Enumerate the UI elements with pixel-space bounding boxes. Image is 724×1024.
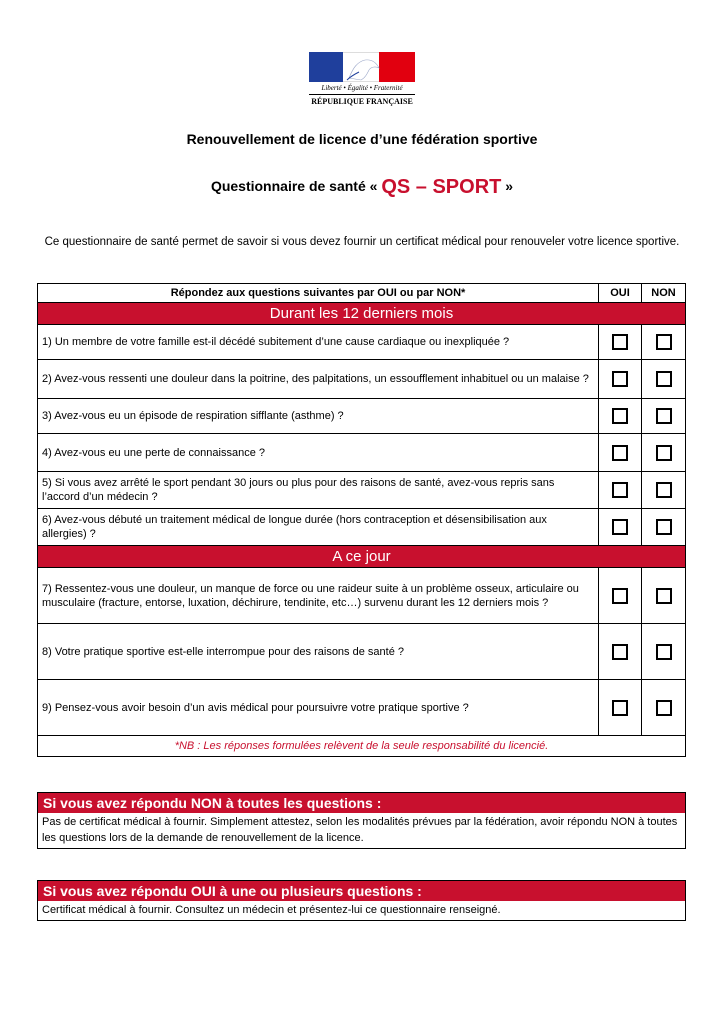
question-1: 1) Un membre de votre famille est-il décédé subitement d’une cause cardiaque ou inexpliquée ? <box>38 325 599 359</box>
checkbox-non-1[interactable] <box>656 334 672 350</box>
question-7: 7) Ressentez-vous une douleur, un manque de force ou une raideur suite à un problème osseux, articulaire ou musculaire (fracture, entorse, luxation, déchirure, tendinite, etc…) survenu durant les 12 derniers mois ? <box>38 568 599 623</box>
intro-text: Ce questionnaire de santé permet de savoir si vous devez fournir un certificat médical pour renouveler votre licence sportive. <box>44 236 680 248</box>
logo-motto: Liberté • Égalité • Fraternité <box>309 84 415 95</box>
checkbox-oui-9[interactable] <box>612 700 628 716</box>
checkbox-oui-5[interactable] <box>612 482 628 498</box>
checkbox-oui-1[interactable] <box>612 334 628 350</box>
subtitle-highlight: QS – SPORT <box>381 176 502 198</box>
checkbox-oui-4[interactable] <box>612 445 628 461</box>
table-row <box>38 680 685 736</box>
question-3: 3) Avez-vous eu un épisode de respiration sifflante (asthme) ? <box>38 399 599 433</box>
checkbox-non-2[interactable] <box>656 371 672 387</box>
question-6: 6) Avez-vous débuté un traitement médical de longue durée (hors contraception et désensibilisation aux allergies) ? <box>38 509 599 545</box>
table-row <box>38 509 685 546</box>
subtitle-suffix: » <box>505 178 514 194</box>
oui-box-title: Si vous avez répondu OUI à une ou plusieurs questions : <box>38 881 685 901</box>
page-title: Renouvellement de licence d’une fédération sportive <box>186 131 538 147</box>
table-row <box>38 325 685 360</box>
checkbox-non-8[interactable] <box>656 644 672 660</box>
checkbox-non-5[interactable] <box>656 482 672 498</box>
checkbox-oui-7[interactable] <box>612 588 628 604</box>
question-9: 9) Pensez-vous avoir besoin d’un avis médical pour poursuivre votre pratique sportive ? <box>38 680 599 735</box>
header-question: Répondez aux questions suivantes par OUI ou par NON* <box>38 284 599 302</box>
logo-republique: RÉPUBLIQUE FRANÇAISE <box>311 97 413 106</box>
oui-box-text: Certificat médical à fournir. Consultez un médecin et présentez-lui ce questionnaire renseigné. <box>42 904 501 916</box>
table-row <box>38 434 685 472</box>
table-row <box>38 472 685 509</box>
header-non: NON <box>651 287 676 299</box>
oui-answer-box <box>37 880 686 921</box>
checkbox-oui-8[interactable] <box>612 644 628 660</box>
header-oui: OUI <box>599 284 642 302</box>
checkbox-oui-2[interactable] <box>612 371 628 387</box>
page-subtitle <box>0 174 724 199</box>
table-row <box>38 624 685 680</box>
checkbox-non-9[interactable] <box>656 700 672 716</box>
table-note: *NB : Les réponses formulées relèvent de la seule responsabilité du licencié. <box>174 740 549 752</box>
table-row <box>38 399 685 434</box>
section-title-12-months: Durant les 12 derniers mois <box>38 303 685 325</box>
checkbox-non-7[interactable] <box>656 588 672 604</box>
table-row <box>38 360 685 399</box>
table-row <box>38 568 685 624</box>
checkbox-non-3[interactable] <box>656 408 672 424</box>
question-8: 8) Votre pratique sportive est-elle interrompue pour des raisons de santé ? <box>38 624 599 679</box>
checkbox-non-4[interactable] <box>656 445 672 461</box>
checkbox-non-6[interactable] <box>656 519 672 535</box>
non-box-text: Pas de certificat médical à fournir. Simplement attestez, selon les modalités prévues par la fédération, avoir répondu NON à toutes les questions lors de la demande de renouvellement de la licence. <box>42 816 678 844</box>
question-5: 5) Si vous avez arrêté le sport pendant 30 jours ou plus pour des raisons de santé, avez-vous repris sans l’accord d’un médecin ? <box>38 472 599 508</box>
table-header <box>38 284 685 303</box>
non-answer-box <box>37 792 686 849</box>
question-4: 4) Avez-vous eu une perte de connaissance ? <box>38 434 599 471</box>
non-box-title: Si vous avez répondu NON à toutes les questions : <box>38 793 685 813</box>
checkbox-oui-3[interactable] <box>612 408 628 424</box>
marianne-logo <box>309 52 415 110</box>
questionnaire-table <box>37 283 686 757</box>
subtitle-prefix: Questionnaire de santé « <box>210 178 378 194</box>
question-2: 2) Avez-vous ressenti une douleur dans la poitrine, des palpitations, un essoufflement inhabituel ou un malaise ? <box>38 360 599 398</box>
tricolor-flag-icon <box>309 52 415 82</box>
section-title-today: A ce jour <box>38 546 685 568</box>
checkbox-oui-6[interactable] <box>612 519 628 535</box>
